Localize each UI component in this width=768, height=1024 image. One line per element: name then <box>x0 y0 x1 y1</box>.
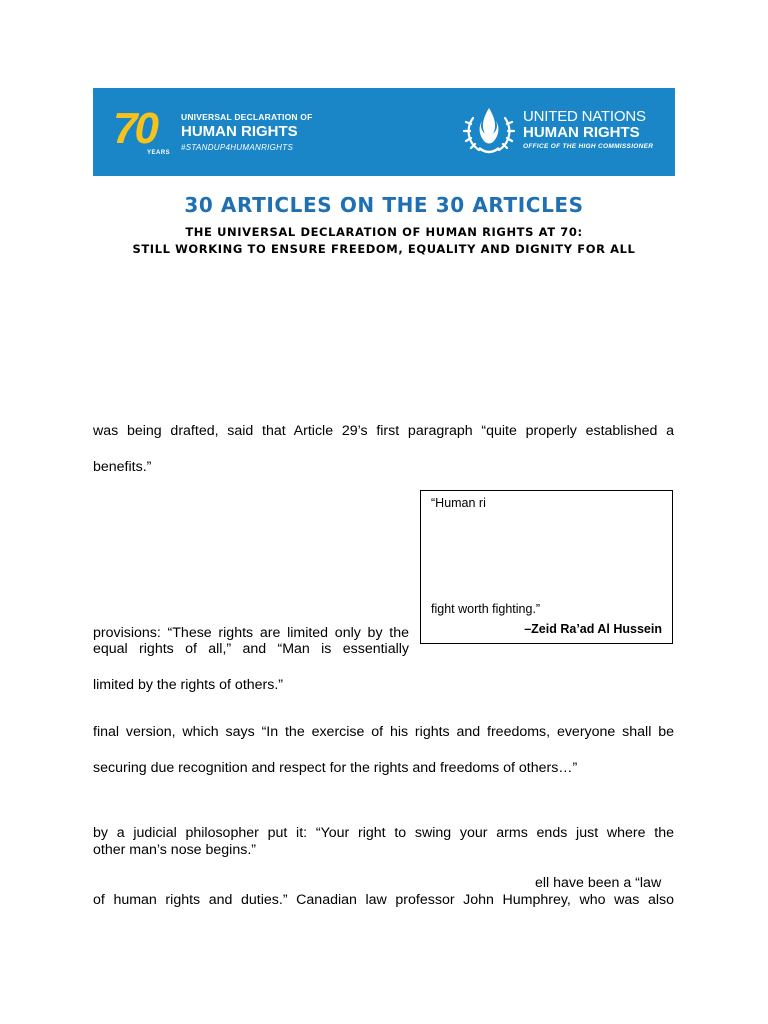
udhr-70-logo <box>113 104 313 160</box>
paragraph-5-line-2: of human rights and duties.” Canadian law professor John Humphrey, who was also <box>93 892 674 908</box>
paragraph-1-line-1: was being drafted, said that Article 29’s first paragraph “quite properly established a <box>93 423 674 439</box>
paragraph-1-line-2: benefits.” <box>93 459 152 475</box>
un-laurel-flame-icon <box>461 100 517 160</box>
un-line2: HUMAN RIGHTS <box>523 124 640 141</box>
un-human-rights-logo <box>461 96 671 170</box>
udhr-hashtag: #STANDUP4HUMANRIGHTS <box>181 143 294 152</box>
quote-text-top: “Human ri <box>431 496 486 510</box>
paragraph-2-line-2: equal rights of all,” and “Man is essentially <box>93 641 409 657</box>
subtitle-line-2: STILL WORKING TO ENSURE FREEDOM, EQUALITY AND DIGNITY FOR ALL <box>132 242 636 256</box>
un-line1: UNITED NATIONS <box>523 108 646 125</box>
paragraph-3-line-1: final version, which says “In the exercise of his rights and freedoms, everyone shall be <box>93 724 674 740</box>
quote-attribution: –Zeid Ra’ad Al Hussein <box>524 622 662 636</box>
header-banner <box>93 88 675 176</box>
paragraph-2-line-1: provisions: “These rights are limited only by the <box>93 625 409 641</box>
subtitle-line-1: THE UNIVERSAL DECLARATION OF HUMAN RIGHTS AT 70: <box>185 225 583 239</box>
paragraph-3-line-2: securing due recognition and respect for the rights and freedoms of others…” <box>93 760 578 776</box>
un-office-label: OFFICE OF THE HIGH COMMISSIONER <box>523 143 654 150</box>
pull-quote-box <box>420 490 673 644</box>
seventy-numeral: 70 <box>113 104 156 153</box>
document-subtitle <box>0 224 768 258</box>
udhr-line2: HUMAN RIGHTS <box>181 123 298 140</box>
udhr-line1: UNIVERSAL DECLARATION OF <box>181 112 313 122</box>
paragraph-5-line-1: ell have been a “law <box>535 875 662 891</box>
paragraph-4-line-1: by a judicial philosopher put it: “Your right to swing your arms ends just where the <box>93 825 674 841</box>
quote-text-bottom: fight worth fighting.” <box>431 602 541 616</box>
years-label: YEARS <box>147 150 171 156</box>
paragraph-4-line-2: other man’s nose begins.” <box>93 842 256 858</box>
document-title: 30 ARTICLES ON THE 30 ARTICLES <box>184 193 584 217</box>
paragraph-2-line-3: limited by the rights of others.” <box>93 677 284 693</box>
